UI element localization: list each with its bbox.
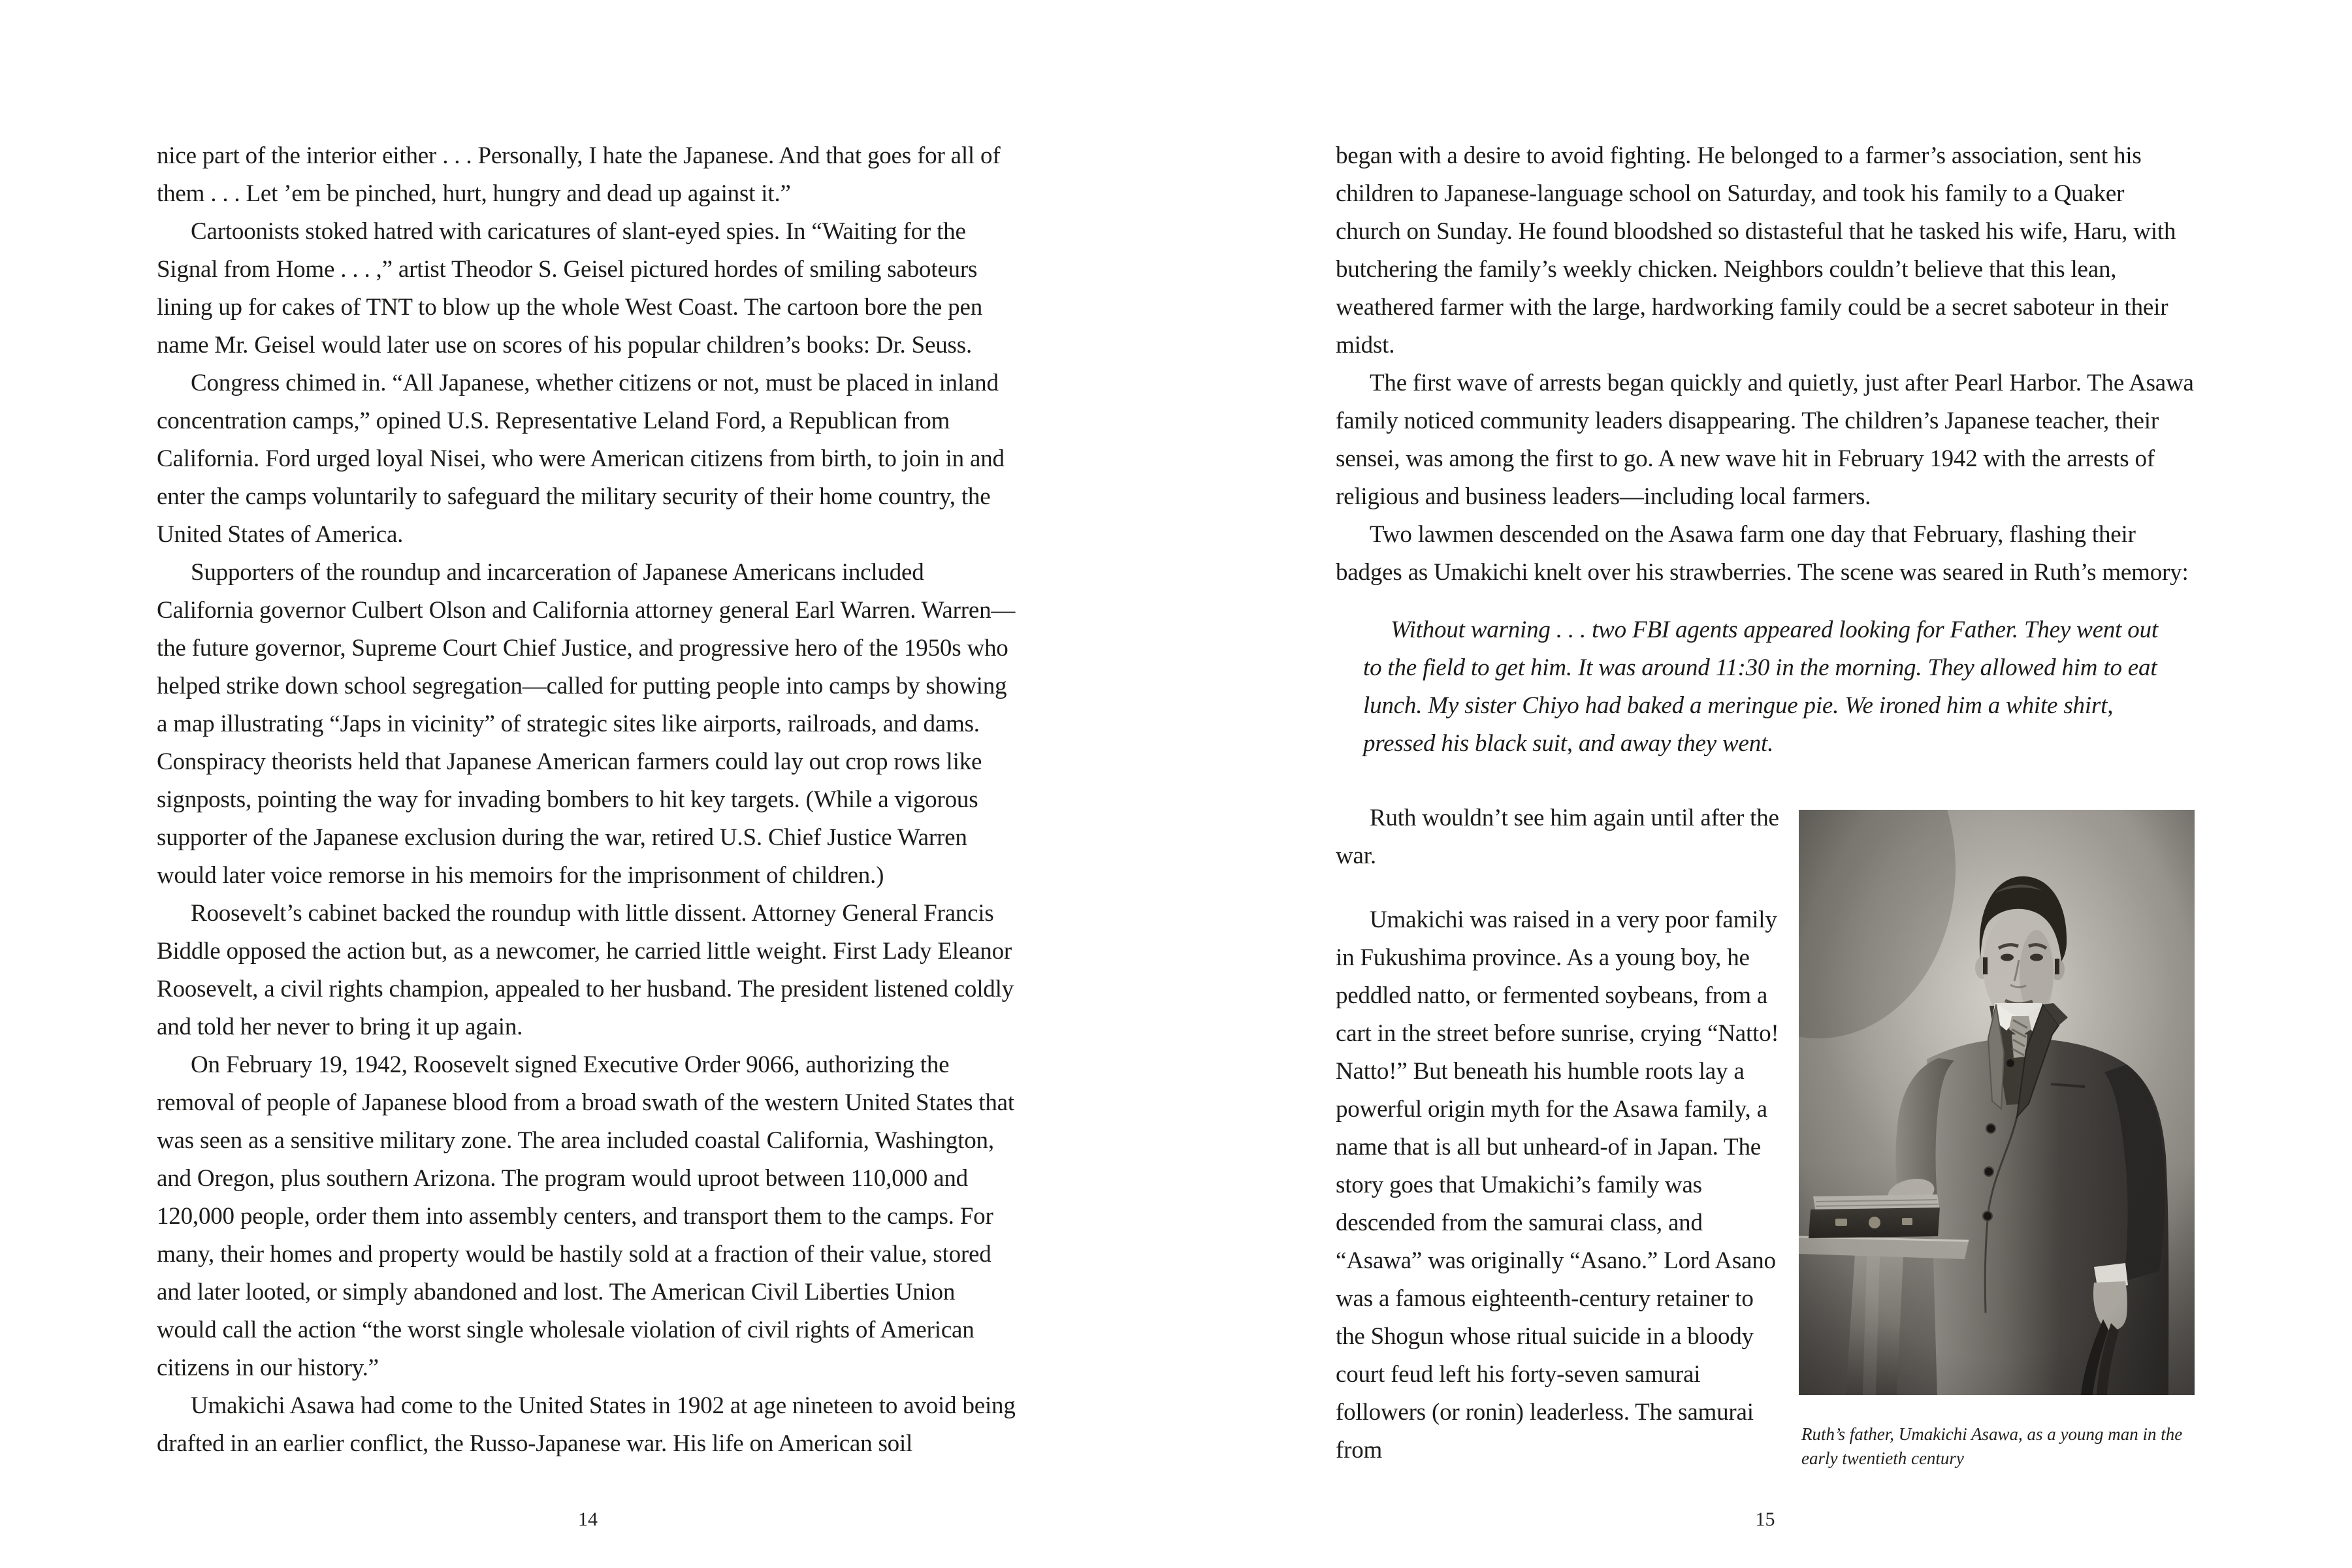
body-paragraph: The first wave of arrests began quickly and quietly, just after Pearl Harbor. The Asawa family noticed community leaders disappearing. The children’s Japanese teacher, their sensei, was among the first to go. A new wave hit in February 1942 with the arrests of religious and business leaders—including local farmers. <box>1336 370 2194 510</box>
body-paragraph: On February 19, 1942, Roosevelt signed Executive Order 9066, authorizing the removal of people of Japanese blood from a broad swath of the western United States that was seen as a sensitive military zone. The area included coastal California, Washington, and Oregon, plus southern Arizona. The program would uproot between 110,000 and 120,000 people, order them into assembly centers, and transport them to the camps. For many, their homes and property would be hastily sold at a fraction of their value, stored and later looted, or simply abandoned and lost. The American Civil Liberties Union would call the action “the worst single wholesale violation of civil rights of American citizens in our history.” <box>157 1051 1014 1381</box>
portrait-photo-figure <box>1799 810 2195 1471</box>
body-paragraph: Supporters of the roundup and incarceration of Japanese Americans included California governor Culbert Olson and California attorney general Earl Warren. Warren—the future governor, Supreme Court Chief Justice, and progressive hero of the 1950s who helped strike down school segregation—called for putting people into camps by showing a map illustrating “Japs in vicinity” of strategic sites like airports, railroads, and dams. Conspiracy theorists held that Japanese American farmers could lay out crop rows like signposts, pointing the way for invading bombers to hit key targets. (While a vigorous supporter of the Japanese exclusion during the war, retired U.S. Chief Justice Warren would later voice remorse in his memoirs for the imprisonment of children.) <box>157 559 1016 889</box>
page-number-right: 15 <box>1755 1509 1775 1530</box>
page-number-left: 14 <box>578 1509 598 1530</box>
photo-caption: Ruth’s father, Umakichi Asawa, as a young man in the early twentieth century <box>1801 1424 2183 1468</box>
body-paragraph: began with a desire to avoid fighting. He belonged to a farmer’s association, sent his children to Japanese-language school on Saturday, and took his family to a Quaker church on Sunday. He found bloodshed so distasteful that he tasked his wife, Haru, with butchering the family’s weekly chicken. Neighbors couldn’t believe that this lean, weathered farmer with the large, hardworking family could be a secret saboteur in their midst. <box>1336 142 2176 359</box>
body-paragraph: Umakichi was raised in a very poor family in Fukushima province. As a young boy, he peddled natto, or fermented soybeans, from a cart in the street before sunrise, crying “Natto! Natto!” But beneath his humble roots lay a powerful origin myth for the Asawa family, a name that is all but unheard-of in Japan. The story goes that Umakichi’s family was descended from the samurai class, and “Asawa” was originally “Asano.” Lord Asano was a famous eighteenth-century retainer to the Shogun whose ritual suicide in a bloody court feud left his forty-seven samurai followers (or ronin) leaderless. The samurai from <box>1336 906 1779 1464</box>
body-paragraph: Two lawmen descended on the Asawa farm one day that February, flashing their badges as Umakichi knelt over his strawberries. The scene was seared in Ruth’s memory: <box>1336 521 2189 586</box>
body-paragraph: Cartoonists stoked hatred with caricatures of slant-eyed spies. In “Waiting for the Signal from Home . . . ,” artist Theodor S. Geisel pictured hordes of smiling saboteurs lining up for cakes of TNT to blow up the whole West Coast. The cartoon bore the pen name Mr. Geisel would later use on scores of his popular children’s books: Dr. Seuss. <box>157 218 982 359</box>
narrow-text-column <box>1336 799 1786 1469</box>
page-left <box>157 137 1019 1568</box>
body-paragraph: Congress chimed in. “All Japanese, whether citizens or not, must be placed in inland concentration camps,” opined U.S. Representative Leland Ford, a Republican from California. Ford urged loyal Nisei, who were American citizens from birth, to join in and enter the camps voluntarily to safeguard the military security of their home country, the United States of America. <box>157 370 1005 548</box>
body-paragraph: Roosevelt’s cabinet backed the roundup with little dissent. Attorney General Francis Biddle opposed the action but, as a newcomer, he carried little weight. First Lady Eleanor Roosevelt, a civil rights champion, appealed to her husband. The president listened coldly and told her never to bring it up again. <box>157 900 1014 1040</box>
page-right <box>1336 137 2195 1568</box>
photo-grain <box>1799 810 2195 1395</box>
body-paragraph: Umakichi Asawa had come to the United States in 1902 at age nineteen to avoid being drafted in an earlier conflict, the Russo-Japanese war. His life on American soil <box>157 1392 1016 1457</box>
left-text-column <box>157 137 1019 1463</box>
body-paragraph: nice part of the interior either . . . Personally, I hate the Japanese. And that goes for all of them . . . Let ’em be pinched, hurt, hungry and dead up against it.” <box>157 142 1001 207</box>
portrait-photo <box>1799 810 2195 1395</box>
memory-blockquote: Without warning . . . two FBI agents appeared looking for Father. They went out to the field to get him. It was around 11:30 in the morning. They allowed him to eat lunch. My sister Chiyo had baked a meringue pie. We ironed him a white shirt, pressed his black suit, and away they went. <box>1363 616 2158 757</box>
body-paragraph: Ruth wouldn’t see him again until after the war. <box>1336 805 1779 869</box>
